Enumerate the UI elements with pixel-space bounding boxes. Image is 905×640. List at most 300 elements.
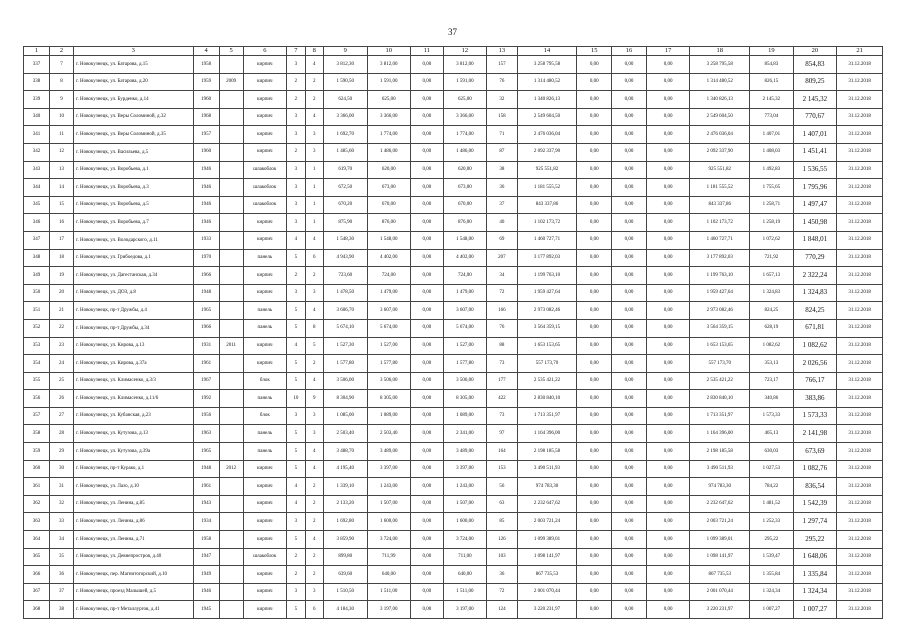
table-cell-col-13: 76: [487, 319, 517, 337]
table-cell-col-2: 32: [50, 495, 74, 513]
table-cell-col-2: 24: [50, 355, 74, 373]
table-cell-col-13: 153: [487, 460, 517, 478]
table-cell-col-8: 3: [305, 407, 323, 425]
table-cell-col-7: 3: [287, 56, 305, 74]
column-header-7: 7: [287, 47, 305, 56]
table-cell-col-13: 38: [487, 161, 517, 179]
table-row: [24, 179, 883, 197]
table-cell-col-19: 1 481,52: [750, 495, 793, 513]
table-cell-col-2: 38: [50, 601, 74, 619]
table-cell-col-21: 31.12.2018: [837, 531, 883, 549]
table-cell-col-15: 0,00: [577, 390, 612, 408]
table-cell-col-12: 8 305,00: [443, 390, 486, 408]
table-cell-col-16: 0,00: [612, 91, 647, 109]
table-cell-col-12: 724,00: [443, 267, 486, 285]
table-cell-col-1: 353: [24, 337, 50, 355]
table-cell-col-13: 63: [487, 495, 517, 513]
table-cell-col-13: 207: [487, 249, 517, 267]
table-cell-col-16: 0,00: [612, 513, 647, 531]
table-cell-col-11: 0,00: [411, 478, 444, 496]
table-cell-col-1: 356: [24, 390, 50, 408]
table-cell-col-10: 724,00: [367, 267, 410, 285]
table-cell-col-8: 2: [305, 91, 323, 109]
table-cell-col-20: 2 322,24: [793, 267, 836, 285]
table-cell-col-16: 0,00: [612, 214, 647, 232]
table-cell-col-5: [219, 478, 243, 496]
table-cell-col-6: кирпич: [243, 531, 286, 549]
table-cell-col-10: 1 774,00: [367, 126, 410, 144]
table-cell-col-1: 347: [24, 231, 50, 249]
table-cell-col-21: 31.12.2018: [837, 495, 883, 513]
table-cell-col-7: 5: [287, 355, 305, 373]
table-cell-col-2: 35: [50, 548, 74, 566]
column-header-20: 20: [793, 47, 836, 56]
table-row: [24, 196, 883, 214]
table-cell-col-4: 1966: [193, 267, 219, 285]
table-cell-col-8: 2: [305, 267, 323, 285]
table-cell-col-19: 1 027,53: [750, 460, 793, 478]
table-cell-col-7: 4: [287, 478, 305, 496]
table-cell-col-4: 1961: [193, 355, 219, 373]
table-cell-col-10: 3 197,00: [367, 601, 410, 619]
table-cell-col-19: 1 407,01: [750, 126, 793, 144]
table-cell-col-8: 6: [305, 601, 323, 619]
table-cell-col-12: 1 507,00: [443, 495, 486, 513]
table-cell-col-12: 4 402,00: [443, 249, 486, 267]
table-cell-col-10: 5 674,00: [367, 319, 410, 337]
table-cell-col-7: 2: [287, 91, 305, 109]
table-cell-col-18: 2 232 647,62: [690, 495, 750, 513]
table-cell-col-18: 1 099 389,01: [690, 531, 750, 549]
table-cell-col-5: [219, 513, 243, 531]
column-header-16: 16: [612, 47, 647, 56]
table-cell-col-10: 3 397,00: [367, 460, 410, 478]
table-cell-col-16: 0,00: [612, 179, 647, 197]
table-cell-col-2: 33: [50, 513, 74, 531]
table-cell-col-3: г. Новокузнецк, пр-т Металлургов, д.41: [74, 601, 194, 619]
table-cell-col-10: 1 527,00: [367, 337, 410, 355]
table-row: [24, 460, 883, 478]
table-cell-col-19: 630,03: [750, 443, 793, 461]
table-cell-col-17: 0,00: [646, 390, 689, 408]
table-cell-col-20: 1 324,83: [793, 284, 836, 302]
table-cell-col-8: 4: [305, 460, 323, 478]
table-cell-col-2: 20: [50, 284, 74, 302]
table-cell-col-10: 1 600,00: [367, 513, 410, 531]
table-cell-col-9: 2 133,20: [324, 495, 367, 513]
table-cell-col-7: 5: [287, 249, 305, 267]
table-cell-col-15: 0,00: [577, 214, 612, 232]
table-cell-col-14: 2 001 070,44: [517, 583, 577, 601]
table-cell-col-11: 0,00: [411, 56, 444, 74]
table-cell-col-16: 0,00: [612, 231, 647, 249]
table-cell-col-21: 31.12.2018: [837, 566, 883, 584]
table-row: [24, 337, 883, 355]
table-cell-col-8: 8: [305, 319, 323, 337]
table-cell-col-13: 97: [487, 425, 517, 443]
table-cell-col-11: 0,00: [411, 319, 444, 337]
table-cell-col-17: 0,00: [646, 143, 689, 161]
table-cell-col-10: 3 812,00: [367, 56, 410, 74]
table-cell-col-20: 1 451,41: [793, 143, 836, 161]
table-cell-col-6: кирпич: [243, 108, 286, 126]
table-cell-col-17: 0,00: [646, 337, 689, 355]
table-cell-col-3: г. Новокузнецк, ул. Воробьева, д.3: [74, 179, 194, 197]
table-cell-col-8: 3: [305, 143, 323, 161]
table-cell-col-14: 1 959 427,64: [517, 284, 577, 302]
table-cell-col-16: 0,00: [612, 337, 647, 355]
table-cell-col-7: 2: [287, 566, 305, 584]
table-cell-col-14: 2 830 840,10: [517, 390, 577, 408]
table-cell-col-21: 31.12.2018: [837, 425, 883, 443]
table-cell-col-11: 0,00: [411, 91, 444, 109]
table-cell-col-1: 337: [24, 56, 50, 74]
table-cell-col-21: 31.12.2018: [837, 443, 883, 461]
table-cell-col-10: 625,00: [367, 91, 410, 109]
table-cell-col-6: шлакоблок: [243, 548, 286, 566]
table-cell-col-2: 31: [50, 478, 74, 496]
table-cell-col-1: 339: [24, 91, 50, 109]
table-cell-col-11: 0,00: [411, 214, 444, 232]
table-row: [24, 231, 883, 249]
table-cell-col-12: 3 506,00: [443, 372, 486, 390]
table-cell-col-6: панель: [243, 390, 286, 408]
table-cell-col-14: 2 198 185,58: [517, 443, 577, 461]
table-cell-col-16: 0,00: [612, 566, 647, 584]
table-cell-col-14: 2 549 604,50: [517, 108, 577, 126]
table-row: [24, 531, 883, 549]
table-cell-col-15: 0,00: [577, 372, 612, 390]
column-header-18: 18: [690, 47, 750, 56]
table-cell-col-3: г. Новокузнецк, ул. Бурденко, д.14: [74, 91, 194, 109]
table-cell-col-13: 87: [487, 143, 517, 161]
table-cell-col-11: 0,00: [411, 249, 444, 267]
table-cell-col-9: 723,60: [324, 267, 367, 285]
table-cell-col-2: 9: [50, 91, 74, 109]
table-cell-col-17: 0,00: [646, 108, 689, 126]
table-cell-col-4: 1948: [193, 284, 219, 302]
table-cell-col-7: 2: [287, 73, 305, 91]
table-cell-col-1: 355: [24, 372, 50, 390]
table-cell-col-3: г. Новокузнецк, ул. Ленина, д.71: [74, 531, 194, 549]
table-cell-col-14: 3 490 511,93: [517, 460, 577, 478]
table-cell-col-15: 0,00: [577, 583, 612, 601]
table-cell-col-3: г. Новокузнецк, ул. Воробьева, д.7: [74, 214, 194, 232]
table-cell-col-4: 1946: [193, 179, 219, 197]
table-cell-col-19: 784,22: [750, 478, 793, 496]
table-cell-col-5: [219, 583, 243, 601]
column-header-11: 11: [411, 47, 444, 56]
table-cell-col-2: 11: [50, 126, 74, 144]
column-header-8: 8: [305, 47, 323, 56]
table-cell-col-20: 2 145,32: [793, 91, 836, 109]
table-cell-col-4: 1957: [193, 126, 219, 144]
table-cell-col-20: 1 848,01: [793, 231, 836, 249]
table-row: [24, 583, 883, 601]
table-cell-col-3: г. Новокузнецк, пр-т Дружбы, д.34: [74, 319, 194, 337]
table-cell-col-5: 2012: [219, 460, 243, 478]
table-cell-col-3: г. Новокузнецк, ул. Володарского, д.11: [74, 231, 194, 249]
table-cell-col-8: 9: [305, 390, 323, 408]
table-cell-col-3: г. Новокузнецк, ул. Васильева, д.5: [74, 143, 194, 161]
table-cell-col-21: 31.12.2018: [837, 161, 883, 179]
table-cell-col-18: 974 783,30: [690, 478, 750, 496]
table-cell-col-6: кирпич: [243, 355, 286, 373]
table-cell-col-3: г. Новокузнецк, ул. Ленина, д.86: [74, 513, 194, 531]
table-cell-col-8: 2: [305, 355, 323, 373]
table-cell-col-9: 1 692,80: [324, 513, 367, 531]
table-cell-col-21: 31.12.2018: [837, 355, 883, 373]
table-cell-col-5: [219, 179, 243, 197]
table-cell-col-12: 1 774,00: [443, 126, 486, 144]
table-cell-col-6: шлакоблок: [243, 196, 286, 214]
table-cell-col-21: 31.12.2018: [837, 126, 883, 144]
table-cell-col-13: 124: [487, 601, 517, 619]
table-cell-col-10: 670,00: [367, 196, 410, 214]
table-cell-col-13: 72: [487, 284, 517, 302]
table-cell-col-13: 157: [487, 56, 517, 74]
table-cell-col-15: 0,00: [577, 231, 612, 249]
table-cell-col-9: 1 590,50: [324, 73, 367, 91]
table-cell-col-11: 0,00: [411, 196, 444, 214]
table-cell-col-18: 3 177 892,03: [690, 249, 750, 267]
table-cell-col-14: 1 653 153,65: [517, 337, 577, 355]
table-cell-col-5: [219, 56, 243, 74]
table-row: [24, 566, 883, 584]
table-cell-col-17: 0,00: [646, 214, 689, 232]
table-cell-col-3: г. Новокузнецк, ул. Кубанская, д.23: [74, 407, 194, 425]
table-cell-col-1: 352: [24, 319, 50, 337]
table-cell-col-3: г. Новокузнецк, ул. Веры Соломиной, д.32: [74, 108, 194, 126]
table-cell-col-16: 0,00: [612, 284, 647, 302]
table-cell-col-6: кирпич: [243, 337, 286, 355]
table-cell-col-15: 0,00: [577, 443, 612, 461]
table-cell-col-11: 0,00: [411, 407, 444, 425]
table-cell-col-9: 639,60: [324, 566, 367, 584]
table-cell-col-2: 28: [50, 425, 74, 443]
table-cell-col-2: 27: [50, 407, 74, 425]
table-cell-col-12: 3 607,00: [443, 302, 486, 320]
column-header-10: 10: [367, 47, 410, 56]
column-header-4: 4: [193, 47, 219, 56]
table-cell-col-17: 0,00: [646, 548, 689, 566]
table-cell-col-14: 974 783,30: [517, 478, 577, 496]
table-cell-col-20: 383,86: [793, 390, 836, 408]
table-cell-col-14: 2 973 082,46: [517, 302, 577, 320]
table-cell-col-21: 31.12.2018: [837, 267, 883, 285]
table-cell-col-12: 625,00: [443, 91, 486, 109]
table-cell-col-4: 1960: [193, 143, 219, 161]
table-cell-col-20: 1 573,33: [793, 407, 836, 425]
table-cell-col-2: 21: [50, 302, 74, 320]
table-cell-col-8: 4: [305, 443, 323, 461]
table-cell-col-2: 16: [50, 214, 74, 232]
table-cell-col-11: 0,00: [411, 337, 444, 355]
table-cell-col-8: 4: [305, 302, 323, 320]
table-cell-col-1: 366: [24, 566, 50, 584]
table-cell-col-5: [219, 108, 243, 126]
table-cell-col-9: 4 195,40: [324, 460, 367, 478]
table-cell-col-16: 0,00: [612, 108, 647, 126]
housing-register-table: [23, 46, 883, 619]
table-cell-col-21: 31.12.2018: [837, 214, 883, 232]
table-cell-col-18: 3 564 359,15: [690, 319, 750, 337]
table-cell-col-6: кирпич: [243, 460, 286, 478]
table-cell-col-11: 0,00: [411, 143, 444, 161]
table-cell-col-1: 343: [24, 161, 50, 179]
table-cell-col-7: 3: [287, 126, 305, 144]
table-cell-col-7: 5: [287, 425, 305, 443]
table-cell-col-4: 1949: [193, 566, 219, 584]
table-cell-col-6: блок: [243, 372, 286, 390]
table-cell-col-9: 1 527,30: [324, 337, 367, 355]
table-cell-col-10: 3 366,00: [367, 108, 410, 126]
table-row: [24, 214, 883, 232]
table-row: [24, 478, 883, 496]
table-cell-col-9: 1 478,50: [324, 284, 367, 302]
table-cell-col-14: 2 535 421,22: [517, 372, 577, 390]
table-cell-col-18: 2 476 036,04: [690, 126, 750, 144]
table-cell-col-2: 29: [50, 443, 74, 461]
table-cell-col-4: 1958: [193, 531, 219, 549]
table-cell-col-8: 2: [305, 513, 323, 531]
table-cell-col-16: 0,00: [612, 126, 647, 144]
table-cell-col-17: 0,00: [646, 161, 689, 179]
table-cell-col-6: кирпич: [243, 73, 286, 91]
table-row: [24, 443, 883, 461]
table-cell-col-9: 4 184,30: [324, 601, 367, 619]
table-cell-col-18: 1 102 173,72: [690, 214, 750, 232]
table-cell-col-20: 2 141,98: [793, 425, 836, 443]
table-cell-col-15: 0,00: [577, 161, 612, 179]
table-cell-col-17: 0,00: [646, 126, 689, 144]
table-cell-col-4: 1947: [193, 548, 219, 566]
table-cell-col-18: 2 830 840,10: [690, 390, 750, 408]
table-cell-col-11: 0,00: [411, 161, 444, 179]
table-cell-col-17: 0,00: [646, 566, 689, 584]
table-cell-col-8: 1: [305, 214, 323, 232]
table-cell-col-11: 0,00: [411, 548, 444, 566]
table-cell-col-16: 0,00: [612, 267, 647, 285]
column-header-1: 1: [24, 47, 50, 56]
table-cell-col-3: г. Новокузнецк, пр-т Дружбы, д.4: [74, 302, 194, 320]
table-cell-col-2: 18: [50, 249, 74, 267]
table-cell-col-6: кирпич: [243, 126, 286, 144]
table-cell-col-10: 1 591,00: [367, 73, 410, 91]
table-cell-col-5: [219, 143, 243, 161]
table-cell-col-6: кирпич: [243, 91, 286, 109]
table-cell-col-10: 640,00: [367, 566, 410, 584]
table-cell-col-12: 670,00: [443, 196, 486, 214]
table-cell-col-12: 3 397,00: [443, 460, 486, 478]
table-cell-col-10: 1 507,00: [367, 495, 410, 513]
table-cell-col-5: [219, 531, 243, 549]
table-cell-col-4: 1967: [193, 372, 219, 390]
table-cell-col-21: 31.12.2018: [837, 390, 883, 408]
table-cell-col-1: 363: [24, 513, 50, 531]
table-cell-col-20: 766,17: [793, 372, 836, 390]
table-cell-col-17: 0,00: [646, 73, 689, 91]
table-cell-col-12: 3 489,00: [443, 443, 486, 461]
table-cell-col-2: 14: [50, 179, 74, 197]
table-cell-col-7: 2: [287, 143, 305, 161]
table-cell-col-4: 1946: [193, 161, 219, 179]
table-cell-col-4: 1946: [193, 196, 219, 214]
table-cell-col-9: 1 085,00: [324, 407, 367, 425]
table-cell-col-4: 1959: [193, 73, 219, 91]
table-cell-col-5: [219, 548, 243, 566]
table-cell-col-11: 0,00: [411, 460, 444, 478]
table-cell-col-19: 824,25: [750, 302, 793, 320]
table-cell-col-1: 368: [24, 601, 50, 619]
table-cell-col-7: 5: [287, 443, 305, 461]
table-cell-col-4: 1968: [193, 108, 219, 126]
table-cell-col-8: 3: [305, 583, 323, 601]
table-cell-col-20: 1 007,27: [793, 601, 836, 619]
table-cell-col-16: 0,00: [612, 601, 647, 619]
table-cell-col-5: [219, 443, 243, 461]
column-header-17: 17: [646, 47, 689, 56]
table-cell-col-9: 875,90: [324, 214, 367, 232]
table-cell-col-21: 31.12.2018: [837, 319, 883, 337]
table-cell-col-12: 1 486,00: [443, 143, 486, 161]
table-cell-col-21: 31.12.2018: [837, 73, 883, 91]
table-cell-col-4: 1934: [193, 513, 219, 531]
column-header-15: 15: [577, 47, 612, 56]
table-cell-col-7: 3: [287, 179, 305, 197]
table-cell-col-11: 0,00: [411, 302, 444, 320]
table-cell-col-5: [219, 355, 243, 373]
table-cell-col-18: 1 098 141,97: [690, 548, 750, 566]
table-row: [24, 390, 883, 408]
table-cell-col-7: 3: [287, 108, 305, 126]
table-cell-col-19: 1 072,62: [750, 231, 793, 249]
column-header-21: 21: [837, 47, 883, 56]
table-cell-col-18: 1 181 555,52: [690, 179, 750, 197]
table-cell-col-10: 620,00: [367, 161, 410, 179]
table-cell-col-9: 3 366,00: [324, 108, 367, 126]
table-cell-col-3: г. Новокузнецк, ул. Девнепростроя, д.40: [74, 548, 194, 566]
table-cell-col-21: 31.12.2018: [837, 601, 883, 619]
table-cell-col-19: 854,83: [750, 56, 793, 74]
table-cell-col-16: 0,00: [612, 355, 647, 373]
table-cell-col-14: 1 340 826,13: [517, 91, 577, 109]
table-cell-col-7: 2: [287, 267, 305, 285]
table-row: [24, 372, 883, 390]
table-cell-col-21: 31.12.2018: [837, 231, 883, 249]
table-cell-col-21: 31.12.2018: [837, 143, 883, 161]
table-cell-col-11: 0,00: [411, 513, 444, 531]
table-cell-col-5: [219, 302, 243, 320]
table-cell-col-17: 0,00: [646, 425, 689, 443]
table-cell-col-20: 1 297,74: [793, 513, 836, 531]
table-cell-col-11: 0,00: [411, 372, 444, 390]
table-cell-col-9: 3 506,00: [324, 372, 367, 390]
table-row: [24, 548, 883, 566]
table-cell-col-19: 1 355,84: [750, 566, 793, 584]
table-cell-col-13: 71: [487, 126, 517, 144]
table-cell-col-12: 673,00: [443, 179, 486, 197]
table-cell-col-15: 0,00: [577, 196, 612, 214]
table-cell-col-18: 3 490 511,93: [690, 460, 750, 478]
table-cell-col-20: 295,22: [793, 531, 836, 549]
table-cell-col-14: 2 476 036,04: [517, 126, 577, 144]
column-header-3: 3: [74, 47, 194, 56]
table-row: [24, 108, 883, 126]
table-cell-col-4: 1961: [193, 478, 219, 496]
table-cell-col-17: 0,00: [646, 231, 689, 249]
table-cell-col-10: 1 243,00: [367, 478, 410, 496]
